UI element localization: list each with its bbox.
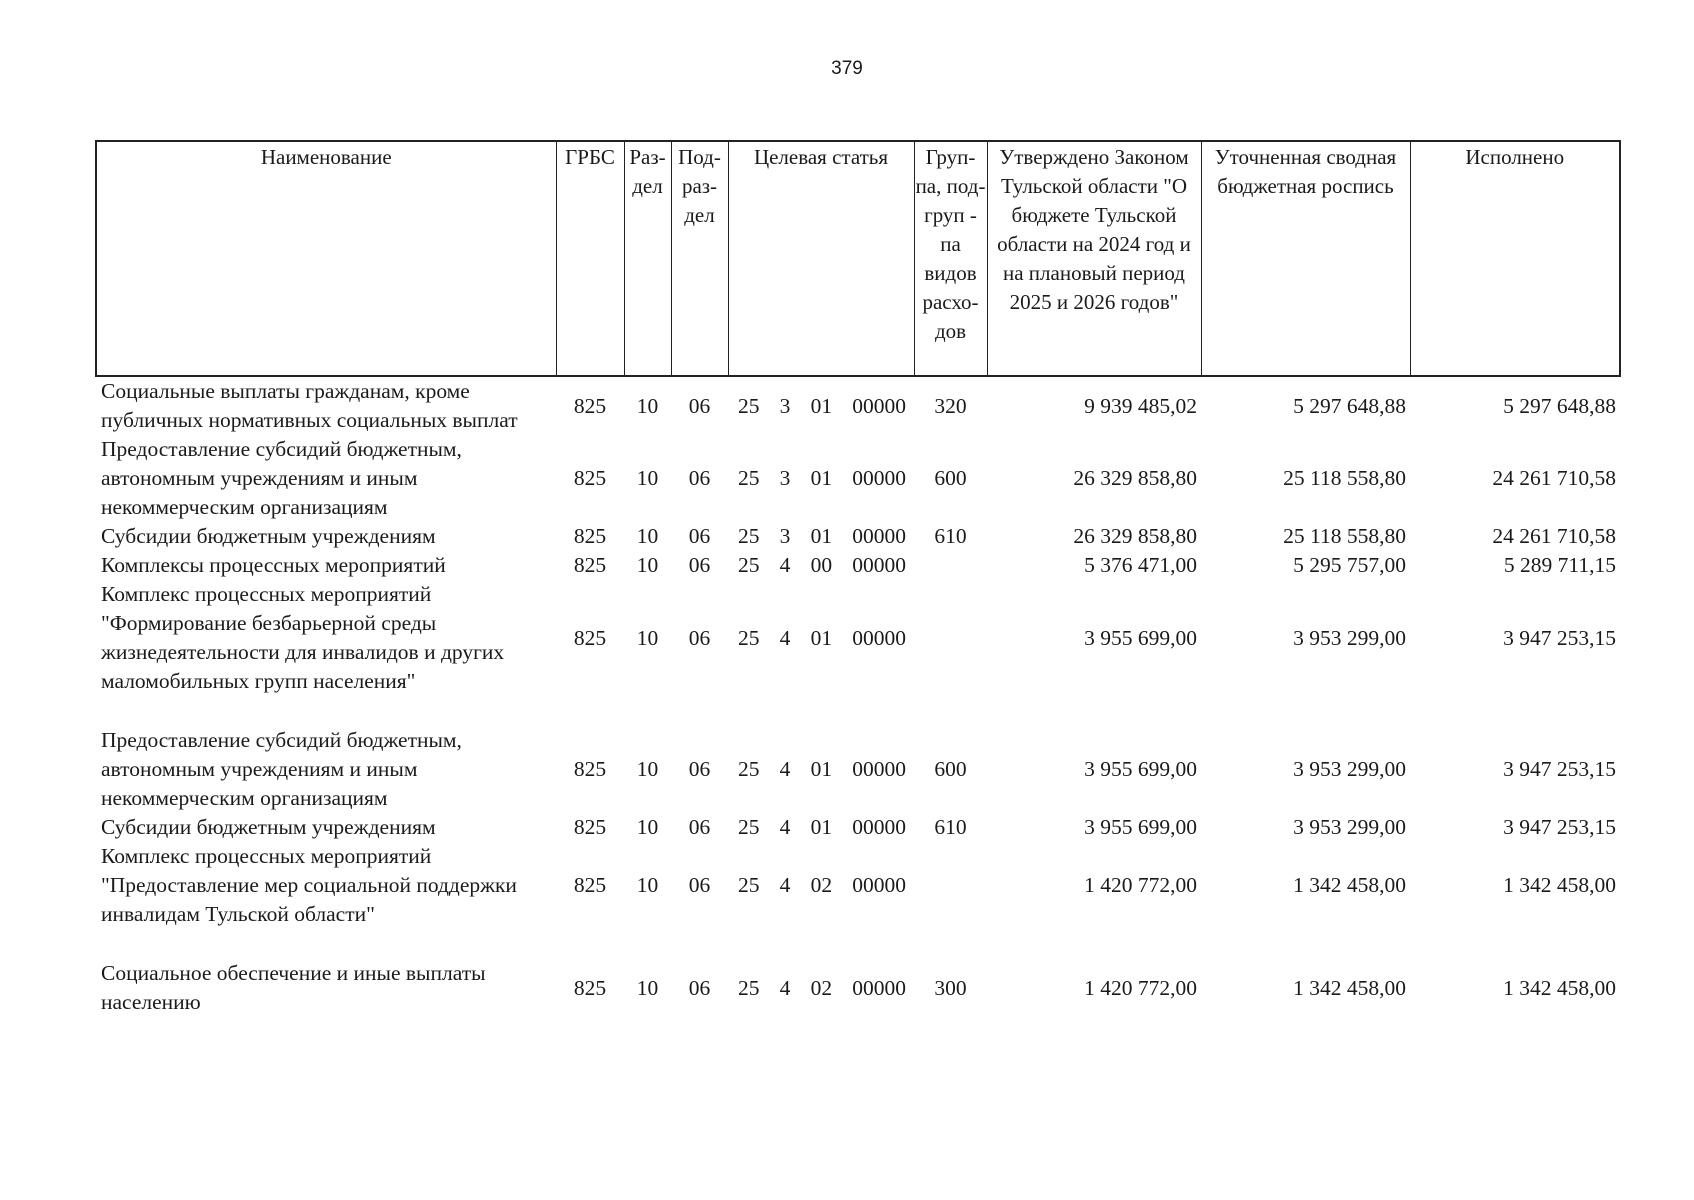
row-celevaya-statya-part: 01: [810, 466, 833, 490]
row-ispolneno: 3 947 253,15: [1503, 815, 1616, 839]
row-celevaya-statya-part: 00: [810, 553, 833, 577]
row-utverzhdeno: 1 420 772,00: [1084, 975, 1197, 1000]
row-name: Субсидии бюджетным учреждениям: [101, 815, 436, 839]
row-name: Социальные выплаты гражданам, кроме публичных нормативных социальных выплат: [101, 379, 518, 432]
row-celevaya-statya-part: 01: [810, 625, 833, 650]
row-gruppa: [914, 842, 987, 959]
row-celevaya-statya-part: 01: [810, 524, 833, 548]
row-podrazdel: 06: [688, 466, 711, 490]
row-celevaya-statya-part: 00000: [852, 524, 906, 548]
row-razdel: 10: [636, 873, 659, 897]
row-celevaya-statya-part: 01: [810, 393, 833, 418]
row-celevaya-statya: [728, 376, 914, 435]
row-celevaya-statya-part: 25: [738, 393, 760, 418]
row-celevaya-statya-part: 4: [779, 553, 791, 577]
row-grbs: 825: [573, 815, 607, 839]
row-utochnennaya: 25 118 558,80: [1283, 466, 1406, 490]
page-number: 379: [831, 58, 863, 79]
row-ispolneno: 3 947 253,15: [1503, 625, 1616, 650]
row-gruppa: [914, 580, 987, 726]
header-podrazdel: Под- раз- дел: [671, 141, 728, 376]
row-gruppa: 300: [934, 975, 967, 1000]
table-row: [96, 726, 1620, 813]
header-celevaya-statya: Целевая статья: [728, 141, 914, 376]
row-gruppa: 610: [934, 815, 967, 839]
row-ispolneno: 1 342 458,00: [1503, 873, 1616, 897]
row-ispolneno: 5 297 648,88: [1503, 393, 1616, 418]
table-row: [96, 551, 1620, 580]
row-utverzhdeno: 5 376 471,00: [1084, 553, 1197, 577]
row-ispolneno: 24 261 710,58: [1492, 524, 1616, 548]
row-razdel: 10: [636, 757, 659, 781]
row-celevaya-statya-part: 01: [810, 757, 833, 781]
row-celevaya-statya: [728, 435, 914, 522]
row-razdel: 10: [636, 975, 659, 1000]
row-celevaya-statya-part: 00000: [852, 815, 906, 839]
row-celevaya-statya-part: 00000: [852, 553, 906, 577]
row-grbs: 825: [573, 873, 607, 897]
row-utverzhdeno: 3 955 699,00: [1084, 625, 1197, 650]
table-row: [96, 580, 1620, 726]
row-celevaya-statya-part: 00000: [852, 975, 906, 1000]
row-utochnennaya: 3 953 299,00: [1293, 625, 1406, 650]
row-ispolneno: 3 947 253,15: [1503, 757, 1616, 781]
row-utverzhdeno: 1 420 772,00: [1084, 873, 1197, 897]
row-grbs: 825: [573, 393, 607, 418]
row-celevaya-statya-part: 01: [810, 815, 833, 839]
row-celevaya-statya-part: 00000: [852, 873, 906, 897]
row-podrazdel: 06: [688, 757, 711, 781]
header-razdel: Раз- дел: [624, 141, 671, 376]
row-celevaya-statya-part: 4: [779, 975, 791, 1000]
row-celevaya-statya: [728, 726, 914, 813]
row-celevaya-statya-part: 00000: [852, 393, 906, 418]
row-celevaya-statya-part: 4: [779, 757, 791, 781]
row-podrazdel: 06: [688, 553, 711, 577]
row-celevaya-statya-part: 25: [738, 815, 760, 839]
row-utochnennaya: 5 297 648,88: [1293, 393, 1406, 418]
row-celevaya-statya-part: 4: [779, 625, 791, 650]
row-razdel: 10: [636, 524, 659, 548]
row-razdel: 10: [636, 466, 659, 490]
row-celevaya-statya: [728, 959, 914, 1017]
row-celevaya-statya: [728, 551, 914, 580]
row-utverzhdeno: 26 329 858,80: [1073, 466, 1197, 490]
header-utverzhdeno: Утверждено Законом Тульской области "О бюджете Тульской области на 2024 год и на плановый период 2025 и 2026 годов": [987, 141, 1201, 376]
table-row: [96, 813, 1620, 842]
row-grbs: 825: [573, 524, 607, 548]
table-row: [96, 959, 1620, 1017]
row-celevaya-statya-part: 25: [738, 553, 760, 577]
row-celevaya-statya-part: 02: [810, 975, 833, 1000]
row-ispolneno: 5 289 711,15: [1503, 553, 1616, 577]
row-celevaya-statya-part: 4: [779, 815, 791, 839]
row-utverzhdeno: 3 955 699,00: [1084, 757, 1197, 781]
table-row: [96, 522, 1620, 551]
row-utochnennaya: 3 953 299,00: [1293, 815, 1406, 839]
row-utverzhdeno: 26 329 858,80: [1073, 524, 1197, 548]
row-celevaya-statya-part: 3: [779, 524, 791, 548]
row-grbs: 825: [573, 553, 607, 577]
row-utochnennaya: 1 342 458,00: [1293, 975, 1406, 1000]
row-gruppa: 320: [934, 393, 967, 418]
row-gruppa: 600: [934, 757, 967, 781]
row-name: Субсидии бюджетным учреждениям: [101, 524, 436, 548]
row-celevaya-statya-part: 3: [779, 393, 791, 418]
row-ispolneno: 24 261 710,58: [1492, 466, 1616, 490]
table-row: [96, 435, 1620, 522]
row-celevaya-statya-part: 25: [738, 975, 760, 1000]
header-grbs: ГРБС: [556, 141, 624, 376]
row-name: Социальное обеспечение и иные выплаты населению: [101, 961, 486, 1014]
table-row: [96, 376, 1620, 435]
row-gruppa: 600: [934, 466, 967, 490]
row-utochnennaya: 3 953 299,00: [1293, 757, 1406, 781]
header-ispolneno: Исполнено: [1410, 141, 1620, 376]
row-name: Комплексы процессных мероприятий: [101, 553, 446, 577]
row-celevaya-statya-part: 3: [779, 466, 791, 490]
row-podrazdel: 06: [688, 815, 711, 839]
budget-table: [95, 140, 1621, 1017]
row-name: Комплекс процессных мероприятий "Формирование безбарьерной среды жизнедеятельности для инвалидов и других маломобильных групп населения": [101, 582, 505, 693]
row-podrazdel: 06: [688, 975, 711, 1000]
row-celevaya-statya-part: 00000: [852, 757, 906, 781]
row-celevaya-statya-part: 02: [810, 873, 833, 897]
row-celevaya-statya: [728, 813, 914, 842]
row-grbs: 825: [573, 625, 607, 650]
row-grbs: 825: [573, 757, 607, 781]
row-name: Комплекс процессных мероприятий "Предоставление мер социальной поддержки инвалидам Тульской области": [101, 844, 517, 926]
row-grbs: 825: [573, 975, 607, 1000]
row-grbs: 825: [573, 466, 607, 490]
row-utochnennaya: 1 342 458,00: [1293, 873, 1406, 897]
row-celevaya-statya-part: 25: [738, 625, 760, 650]
row-celevaya-statya: [728, 522, 914, 551]
row-razdel: 10: [636, 553, 659, 577]
header-gruppa-vidov-rashodov: Груп- па, под- груп - па видов расхо- дов: [914, 141, 987, 376]
header-name: Наименование: [96, 141, 556, 376]
row-celevaya-statya-part: 25: [738, 757, 760, 781]
row-ispolneno: 1 342 458,00: [1503, 975, 1616, 1000]
row-name: Предоставление субсидий бюджетным, автономным учреждениям и иным некоммерческим организациям: [101, 728, 462, 810]
row-celevaya-statya-part: 00000: [852, 625, 906, 650]
row-razdel: 10: [636, 393, 659, 418]
row-utverzhdeno: 3 955 699,00: [1084, 815, 1197, 839]
row-celevaya-statya-part: 25: [738, 524, 760, 548]
row-celevaya-statya-part: 4: [779, 873, 791, 897]
row-celevaya-statya: [728, 842, 914, 959]
row-celevaya-statya-part: 25: [738, 466, 760, 490]
header-utochnennaya-rospis: Уточненная сводная бюджетная роспись: [1201, 141, 1410, 376]
row-podrazdel: 06: [688, 625, 711, 650]
row-celevaya-statya: [728, 580, 914, 726]
row-utverzhdeno: 9 939 485,02: [1084, 393, 1197, 418]
table-body: [96, 376, 1620, 1017]
row-podrazdel: 06: [688, 873, 711, 897]
row-celevaya-statya-part: 00000: [852, 466, 906, 490]
row-razdel: 10: [636, 815, 659, 839]
row-utochnennaya: 5 295 757,00: [1293, 553, 1406, 577]
row-utochnennaya: 25 118 558,80: [1283, 524, 1406, 548]
row-celevaya-statya-part: 25: [738, 873, 760, 897]
row-razdel: 10: [636, 625, 659, 650]
row-podrazdel: 06: [688, 393, 711, 418]
row-gruppa: 610: [934, 524, 967, 548]
table-row: [96, 842, 1620, 959]
row-gruppa: [914, 551, 987, 580]
table-header: [96, 141, 1620, 376]
row-podrazdel: 06: [688, 524, 711, 548]
row-name: Предоставление субсидий бюджетным, автономным учреждениям и иным некоммерческим организациям: [101, 437, 462, 519]
